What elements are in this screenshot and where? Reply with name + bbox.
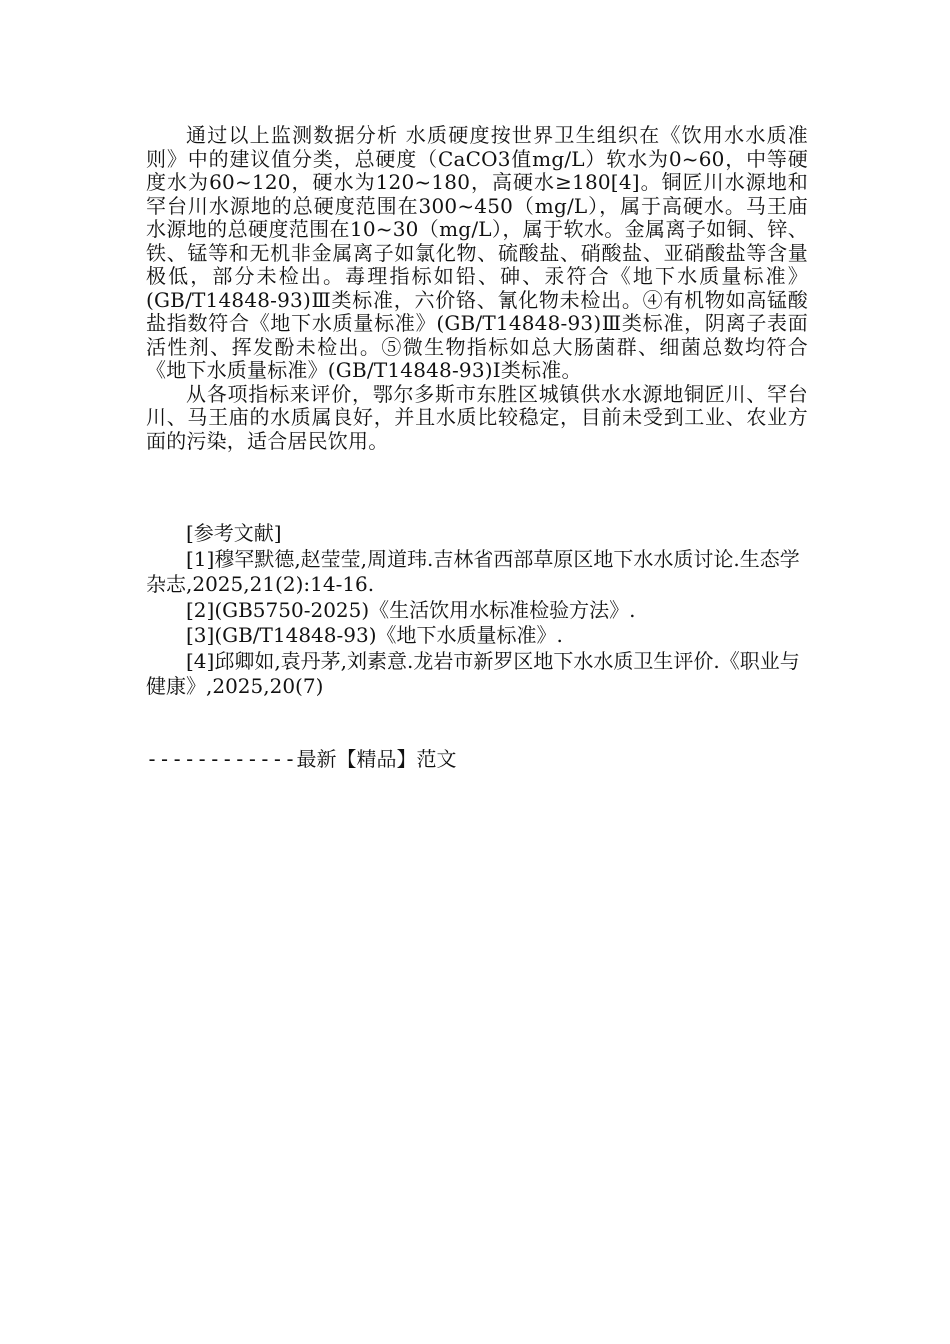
conclusion-paragraph: 从各项指标来评价，鄂尔多斯市东胜区城镇供水水源地铜匠川、罕台川、马王庙的水质属良好，并且水质比较稳定，目前未受到工业、农业方面的污染，适合居民饮用。 (146, 381, 808, 453)
references-heading: [参考文献] (186, 521, 282, 545)
reference-item-2: [2](GB5750-2025)《生活饮用水标准检验方法》. (186, 597, 636, 622)
reference-item-4: [4]邱卿如,袁丹茅,刘素意.龙岩市新罗区地下水水质卫生评价.《职业与健康》,2025,20(7) (146, 648, 800, 698)
reference-item-1: [1]穆罕默德,赵莹莹,周道玮.吉林省西部草原区地下水水质讨论.生态学杂志,2025,21(2):14-16. (146, 546, 800, 596)
references-section (146, 521, 808, 700)
footer-line (146, 746, 457, 772)
footer-dashes: ------------ (146, 747, 297, 771)
footer-label: 最新【精品】范文 (296, 747, 457, 771)
body-text (146, 124, 808, 453)
reference-item-3: [3](GB/T14848-93)《地下水质量标准》. (186, 623, 563, 647)
analysis-paragraph: 通过以上监测数据分析 水质硬度按世界卫生组织在《饮用水水质准则》中的建议值分类，总硬度（CaCO3值mg/L）软水为0~60，中等硬度水为60~120，硬水为120~180，高硬水≥180[4]。铜匠川水源地和罕台川水源地的总硬度范围在300~450（mg/L），属于高硬水。马王庙水源地的总硬度范围在10~30（mg/L），属于软水。金属离子如铜、锌、铁、锰等和无机非金属离子如氯化物、硫酸盐、硝酸盐、亚硝酸盐等含量极低，部分未检出。毒理指标如铅、砷、汞符合《地下水质量标准》(GB/T14848-93)Ⅲ类标准，六价铬、氰化物未检出。④有机物如高锰酸盐指数符合《地下水质量标准》(GB/T14848-93)Ⅲ类标准，阴离子表面活性剂、挥发酚未检出。⑤微生物指标如总大肠菌群、细菌总数均符合《地下水质量标准》(GB/T14848-93)Ⅰ类标准。 (146, 123, 808, 382)
